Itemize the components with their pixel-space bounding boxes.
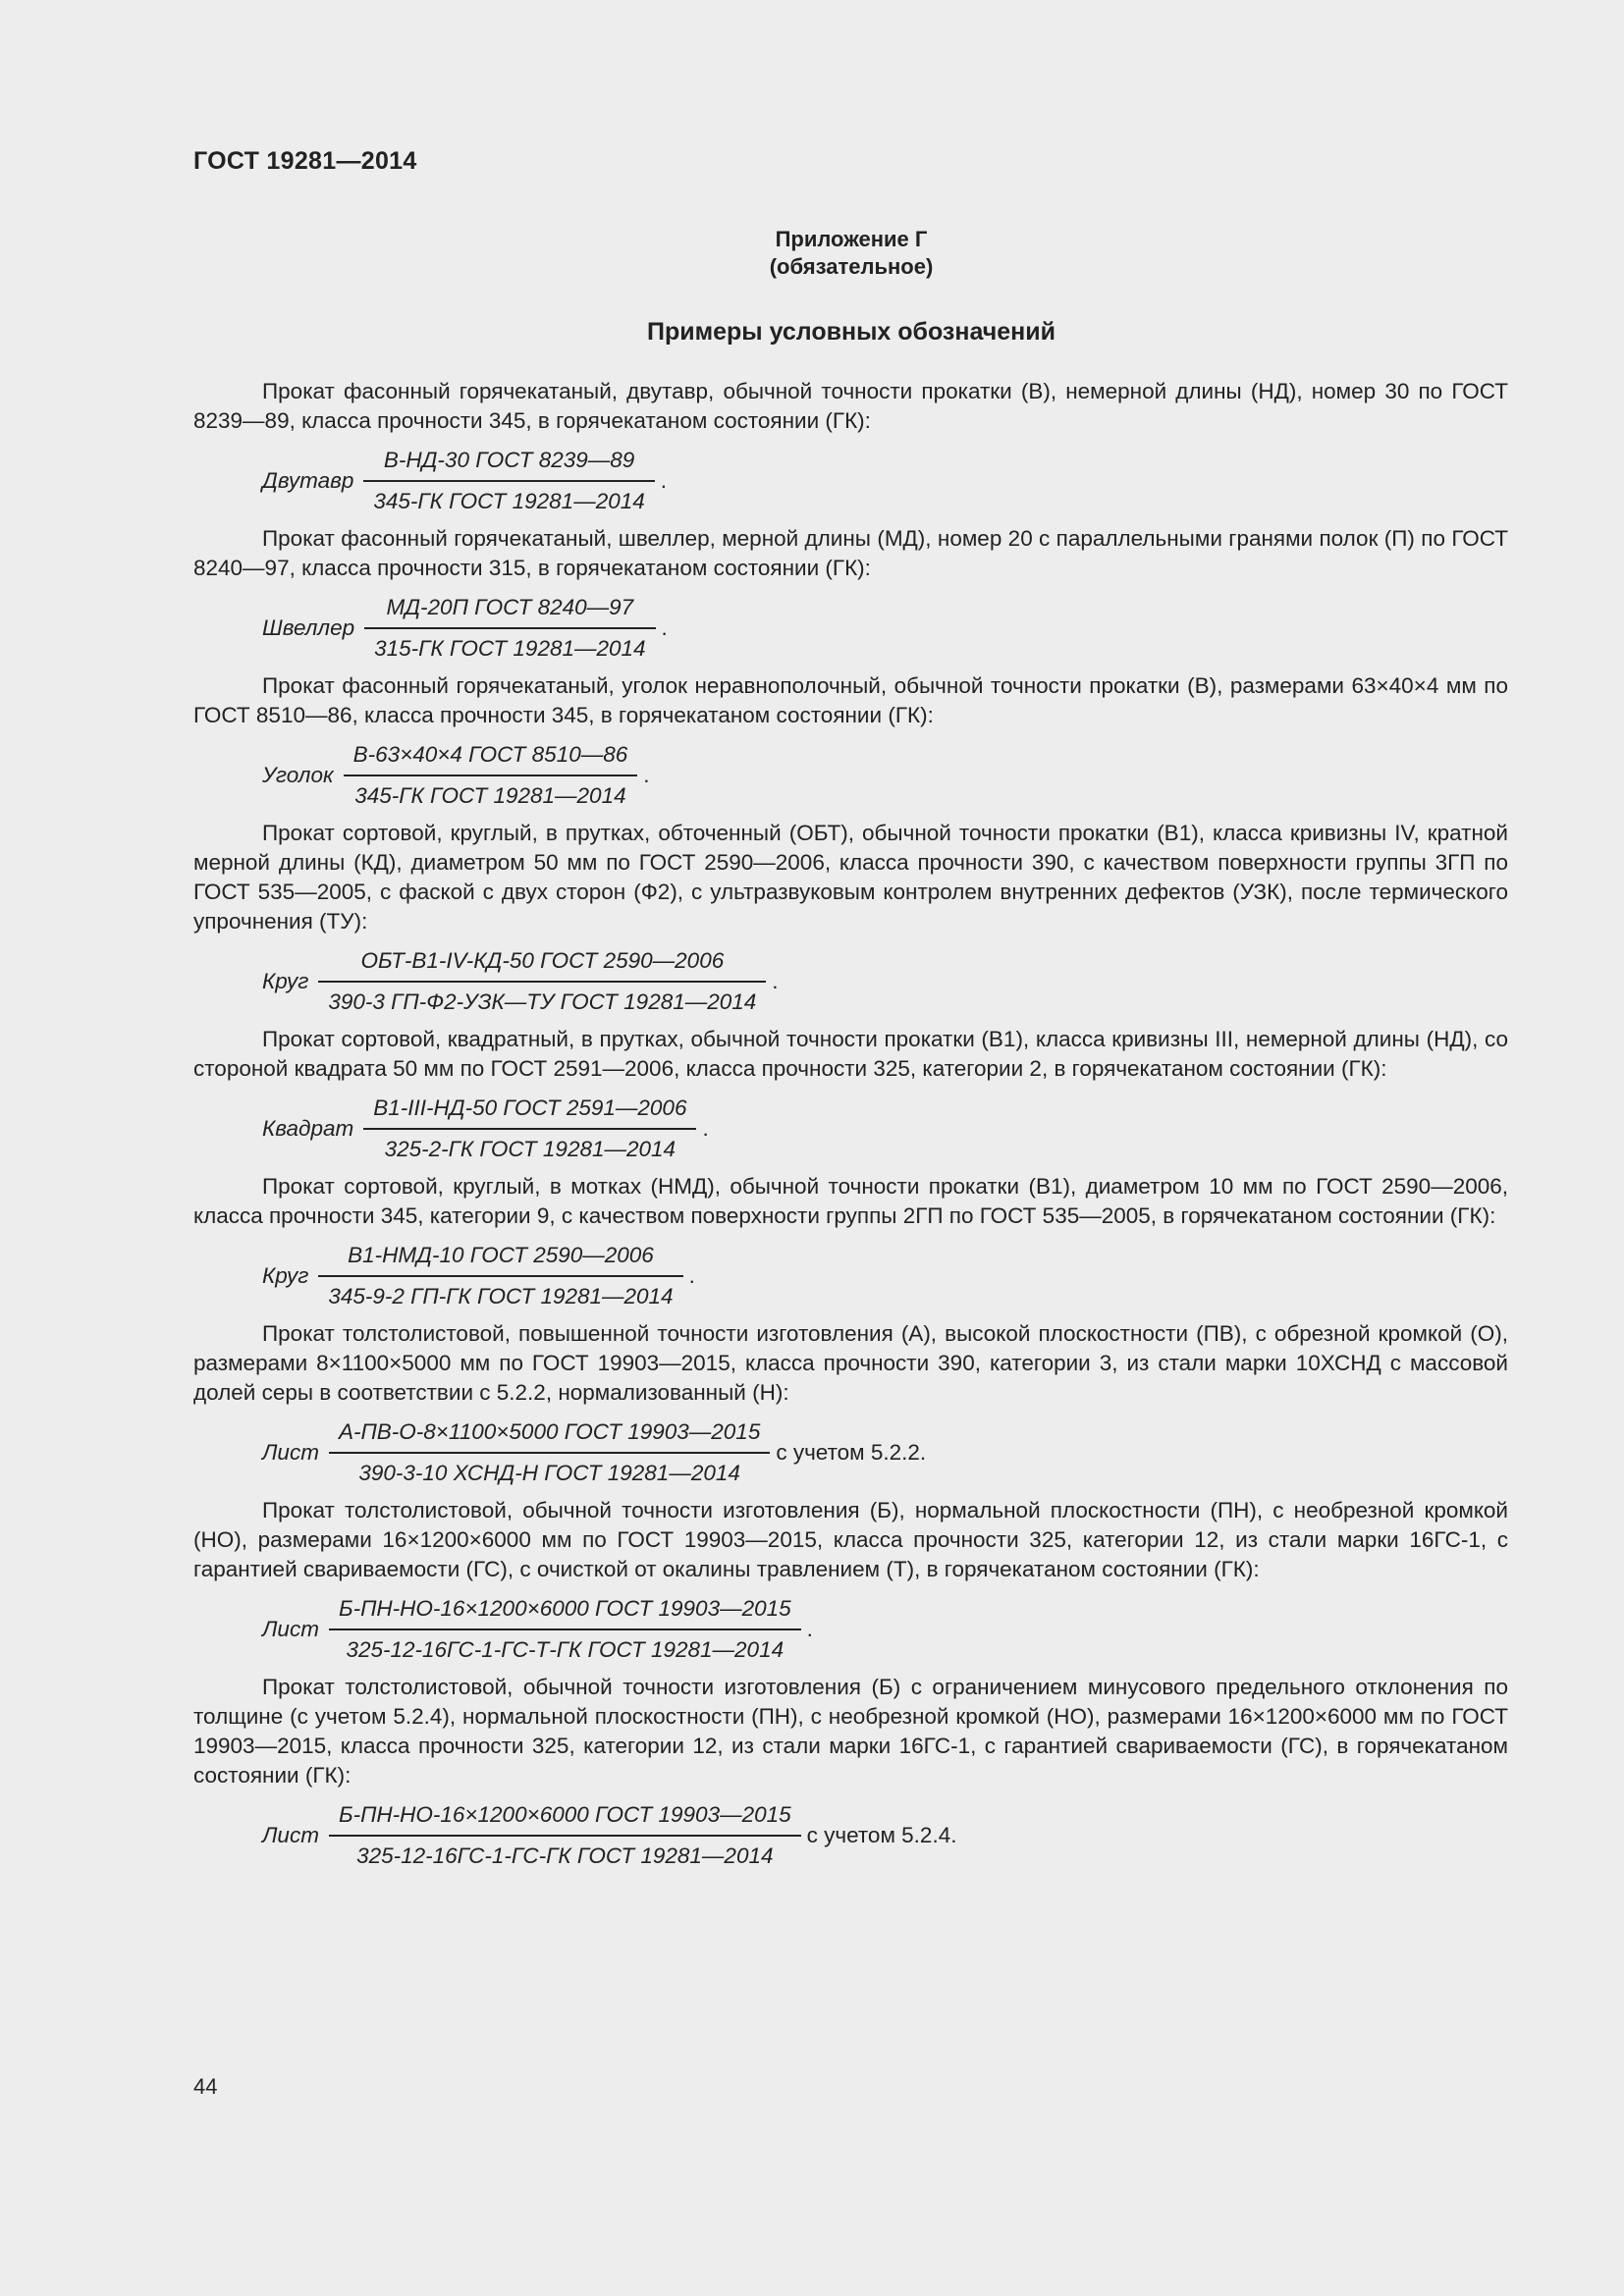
designation-fraction [363, 1092, 696, 1166]
fraction-numerator: МД-20П ГОСТ 8240—97 [364, 591, 655, 629]
fraction-numerator: В-НД-30 ГОСТ 8239—89 [363, 444, 654, 482]
fraction-denominator: 390-3 ГП-Ф2-УЗК—ТУ ГОСТ 19281—2014 [328, 989, 757, 1014]
product-label: Круг [262, 1263, 309, 1288]
formula-tail: . [688, 1263, 695, 1288]
designation-formula [262, 1798, 1508, 1873]
fraction-numerator: Б-ПН-НО-16×1200×6000 ГОСТ 19903—2015 [329, 1798, 801, 1837]
product-label: Двутавр [262, 468, 354, 493]
designation-fraction [329, 1798, 801, 1873]
product-label: Лист [262, 1440, 319, 1465]
example-description: Прокат сортовой, квадратный, в прутках, обычной точности прокатки (В1), класса кривизны III, немерной длины (НД), со стороной квадрата 50 мм по ГОСТ 2591—2006, класса прочности 325, категории 2, в горячекатаном состоянии (ГК): [193, 1027, 1508, 1081]
formula-tail: . [702, 1116, 709, 1141]
fraction-denominator: 325-12-16ГС-1-ГС-Т-ГК ГОСТ 19281—2014 [346, 1637, 785, 1662]
fraction-denominator: 345-ГК ГОСТ 19281—2014 [354, 783, 626, 808]
designation-formula [262, 944, 1508, 1019]
product-label: Квадрат [262, 1116, 354, 1141]
designation-formula [262, 591, 1508, 666]
product-label: Уголок [262, 763, 334, 787]
formula-tail: . [660, 468, 668, 493]
product-label: Круг [262, 969, 309, 993]
designation-formula [262, 1592, 1508, 1667]
fraction-denominator: 345-ГК ГОСТ 19281—2014 [373, 489, 645, 513]
fraction-numerator: В-63×40×4 ГОСТ 8510—86 [344, 738, 638, 776]
designation-formula [262, 1092, 1508, 1166]
page-number: 44 [193, 2074, 218, 2099]
fraction-numerator: Б-ПН-НО-16×1200×6000 ГОСТ 19903—2015 [329, 1592, 801, 1630]
fraction-numerator: ОБТ-В1-IV-КД-50 ГОСТ 2590—2006 [318, 944, 766, 983]
fraction-numerator: А-ПВ-О-8×1100×5000 ГОСТ 19903—2015 [329, 1415, 770, 1454]
fraction-denominator: 345-9-2 ГП-ГК ГОСТ 19281—2014 [328, 1284, 674, 1308]
fraction-numerator: В1-III-НД-50 ГОСТ 2591—2006 [363, 1092, 696, 1130]
designation-formula [262, 738, 1508, 813]
example-description: Прокат толстолистовой, повышенной точности изготовления (А), высокой плоскостности (ПВ), с обрезной кромкой (О), размерами 8×1100×5000 мм по ГОСТ 19903—2015, класса прочности 390, категории 3, из стали марки 10ХСНД с массовой долей серы в соответствии с 5.2.2, нормализованный (Н): [193, 1321, 1508, 1405]
example-description: Прокат толстолистовой, обычной точности изготовления (Б), нормальной плоскостности (ПН), с необрезной кромкой (НО), размерами 16×1200×6000 мм по ГОСТ 19903—2015, класса прочности 325, категории 12, из стали марки 16ГС-1, с гарантией свариваемости (ГС), с очисткой от окалины травлением (Т), в горячекатаном состоянии (ГК): [193, 1498, 1508, 1581]
designation-fraction [329, 1415, 770, 1490]
example-description: Прокат фасонный горячекатаный, двутавр, обычной точности прокатки (В), немерной длины (НД), номер 30 по ГОСТ 8239—89, класса прочности 345, в горячекатаном состоянии (ГК): [193, 379, 1508, 433]
example-description: Прокат толстолистовой, обычной точности изготовления (Б) с ограничением минусового предельного отклонения по толщине (с учетом 5.2.4), нормальной плоскостности (ПН), с необрезной кромкой (НО), размерами 16×1200×6000 мм по ГОСТ 19903—2015, класса прочности 325, категории 12, из стали марки 16ГС-1, с гарантией свариваемости (ГС), в горячекатаном состоянии (ГК): [193, 1675, 1508, 1788]
product-label: Лист [262, 1617, 319, 1641]
designation-formula [262, 1415, 1508, 1490]
examples-body [193, 377, 1508, 1879]
designation-fraction [344, 738, 638, 813]
formula-tail: . [661, 615, 668, 640]
designation-fraction [364, 591, 655, 666]
designation-fraction [318, 944, 766, 1019]
fraction-numerator: В1-НМД-10 ГОСТ 2590—2006 [318, 1239, 682, 1277]
designation-fraction [318, 1239, 682, 1313]
example-description: Прокат сортовой, круглый, в мотках (НМД), обычной точности прокатки (В1), диаметром 10 мм по ГОСТ 2590—2006, класса прочности 345, категории 9, с качеством поверхности группы 2ГП по ГОСТ 535—2005, в горячекатаном состоянии (ГК): [193, 1174, 1508, 1228]
formula-tail: с учетом 5.2.2. [776, 1440, 927, 1465]
formula-tail: . [806, 1617, 813, 1641]
annex-status: (обязательное) [769, 254, 934, 279]
annex-title: Приложение Г [775, 227, 928, 251]
designation-formula [262, 444, 1508, 518]
fraction-denominator: 390-3-10 ХСНД-Н ГОСТ 19281—2014 [358, 1461, 740, 1485]
fraction-denominator: 315-ГК ГОСТ 19281—2014 [374, 636, 646, 661]
example-description: Прокат сортовой, круглый, в прутках, обточенный (ОБТ), обычной точности прокатки (В1), класса кривизны IV, кратной мерной длины (КД), диаметром 50 мм по ГОСТ 2590—2006, класса прочности 390, с качеством поверхности группы 3ГП по ГОСТ 535—2005, с фаской с двух сторон (Ф2), с ультразвуковым контролем внутренних дефектов (УЗК), после термического упрочнения (ТУ): [193, 821, 1508, 934]
example-description: Прокат фасонный горячекатаный, швеллер, мерной длины (МД), номер 20 с параллельными гранями полок (П) по ГОСТ 8240—97, класса прочности 315, в горячекатаном состоянии (ГК): [193, 526, 1508, 580]
formula-tail: . [643, 763, 650, 787]
fraction-denominator: 325-12-16ГС-1-ГС-ГК ГОСТ 19281—2014 [356, 1843, 774, 1868]
annex-heading [0, 226, 1624, 281]
designation-formula [262, 1239, 1508, 1313]
fraction-denominator: 325-2-ГК ГОСТ 19281—2014 [384, 1137, 677, 1161]
document-code: ГОСТ 19281—2014 [193, 147, 417, 175]
designation-fraction [329, 1592, 801, 1667]
example-description: Прокат фасонный горячекатаный, уголок неравнополочный, обычной точности прокатки (В), размерами 63×40×4 мм по ГОСТ 8510—86, класса прочности 345, в горячекатаном состоянии (ГК): [193, 673, 1508, 727]
product-label: Швеллер [262, 615, 355, 640]
designation-fraction [363, 444, 654, 518]
formula-tail: . [772, 969, 779, 993]
section-title: Примеры условных обозначений [647, 318, 1056, 346]
formula-tail: с учетом 5.2.4. [806, 1823, 957, 1847]
product-label: Лист [262, 1823, 319, 1847]
